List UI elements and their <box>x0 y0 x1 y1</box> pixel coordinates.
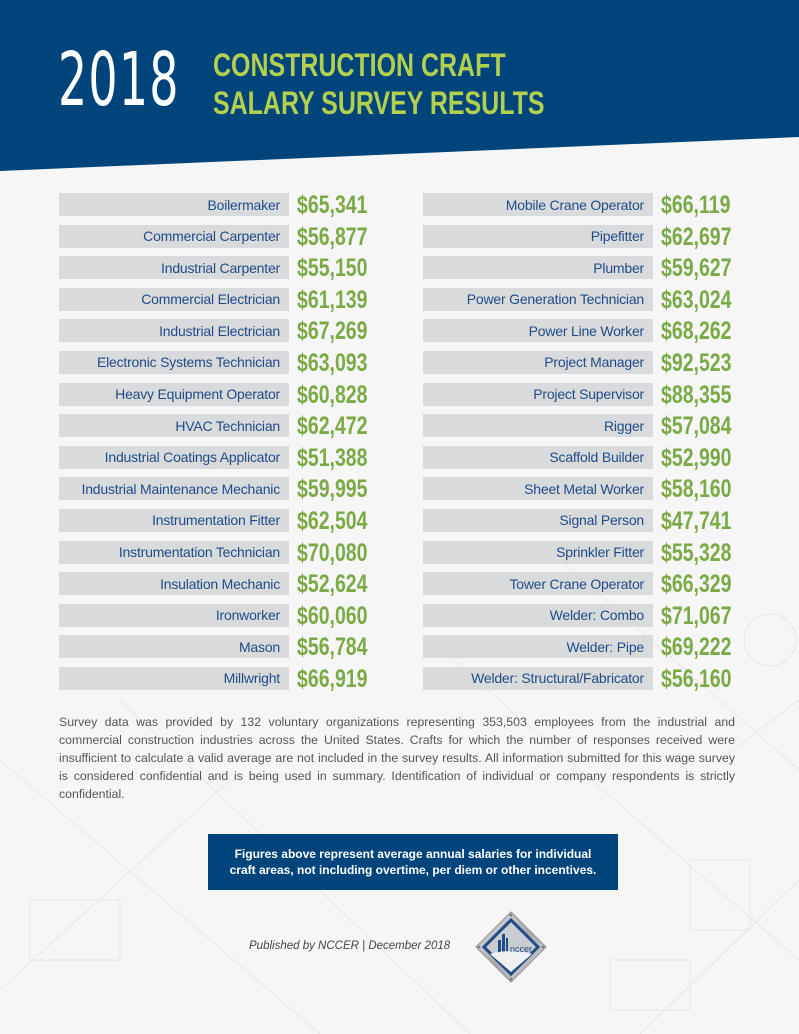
craft-name: Scaffold Builder <box>549 449 644 466</box>
salary-row <box>59 193 379 225</box>
craft-bar <box>59 351 289 374</box>
salary-row <box>423 477 743 509</box>
craft-name: Millwright <box>223 670 280 687</box>
craft-bar <box>423 351 653 374</box>
craft-bar <box>59 604 289 627</box>
salary-value: $61,139 <box>297 285 368 314</box>
salary-value: $59,627 <box>661 254 732 283</box>
craft-name: Mason <box>238 638 280 655</box>
salary-value: $66,329 <box>661 570 732 599</box>
craft-bar <box>59 509 289 532</box>
craft-name: Welder: Pipe <box>566 638 644 655</box>
craft-name: Boilermaker <box>207 196 280 213</box>
craft-bar <box>59 193 289 216</box>
salary-value: $65,341 <box>297 191 368 219</box>
craft-bar <box>423 383 653 406</box>
salary-value: $52,990 <box>661 443 732 472</box>
salary-value: $57,084 <box>661 412 732 441</box>
salary-row <box>59 414 379 446</box>
craft-name: Electronic Systems Technician <box>96 354 280 371</box>
salary-value: $66,119 <box>661 191 731 219</box>
craft-name: HVAC Technician <box>175 417 280 434</box>
salary-row <box>59 285 379 320</box>
craft-bar <box>423 288 653 311</box>
craft-bar <box>59 288 289 311</box>
salary-row <box>423 443 743 478</box>
svg-text:nccer: nccer <box>510 944 533 954</box>
craft-name: Industrial Electrician <box>159 322 280 339</box>
salary-row <box>423 538 743 573</box>
salary-row <box>423 256 743 288</box>
craft-name: Insulation Mechanic <box>160 575 280 592</box>
salary-row <box>59 506 379 541</box>
craft-bar <box>59 383 289 406</box>
salary-value: $59,995 <box>297 475 368 504</box>
banner-line-1: Figures above represent average annual salaries for individual <box>234 847 592 861</box>
salary-row <box>423 635 743 667</box>
salary-row <box>59 256 379 288</box>
craft-bar <box>423 319 653 342</box>
salary-value: $67,269 <box>297 317 368 346</box>
craft-name: Ironworker <box>215 607 280 624</box>
salary-value: $71,067 <box>661 601 732 630</box>
salary-value: $58,160 <box>661 475 732 504</box>
title-line-2: SALARY SURVEY RESULTS <box>213 85 545 121</box>
survey-methodology-note: Survey data was provided by 132 voluntary organizations representing 353,503 employees from the industrial and commercial construction industries across the United States. Crafts for which the number of responses received were insufficient to calculate a valid average are not included in the survey results. All information submitted for this wage survey is considered confidential and is being used in summary. Identification of individual or company respondents is strictly confidential. <box>59 715 735 801</box>
craft-bar <box>423 509 653 532</box>
craft-bar <box>423 477 653 500</box>
craft-name: Industrial Maintenance Mechanic <box>81 480 280 497</box>
salary-row <box>423 506 743 541</box>
salary-value: $56,877 <box>297 222 368 251</box>
salary-row <box>59 477 379 509</box>
salary-row <box>59 664 379 699</box>
salary-row <box>59 635 379 667</box>
salary-value: $60,828 <box>297 380 368 409</box>
salary-row <box>423 572 743 604</box>
craft-bar <box>423 414 653 437</box>
craft-name: Power Line Worker <box>528 322 644 339</box>
craft-bar <box>423 635 653 658</box>
salary-row <box>59 572 379 604</box>
salary-value: $70,080 <box>297 538 368 567</box>
craft-bar <box>59 319 289 342</box>
craft-name: Welder: Structural/Fabricator <box>471 670 644 687</box>
craft-name: Signal Person <box>559 512 644 529</box>
salary-row <box>423 319 743 351</box>
salary-row <box>423 285 743 320</box>
salary-row <box>423 380 743 415</box>
salary-value: $62,504 <box>297 506 368 535</box>
craft-bar <box>423 193 653 216</box>
salary-value: $55,328 <box>661 538 732 567</box>
craft-name: Project Supervisor <box>533 386 644 403</box>
banner-line-2: craft areas, not including overtime, per diem or other incentives. <box>229 863 597 877</box>
craft-bar <box>423 604 653 627</box>
craft-name: Welder: Combo <box>549 607 644 624</box>
craft-bar <box>423 541 653 564</box>
salary-value: $62,697 <box>661 222 732 251</box>
craft-name: Sheet Metal Worker <box>524 480 644 497</box>
craft-bar <box>59 256 289 279</box>
craft-name: Commercial Electrician <box>141 291 280 308</box>
craft-bar <box>423 446 653 469</box>
craft-name: Instrumentation Fitter <box>152 512 280 529</box>
craft-name: Rigger <box>603 417 644 434</box>
craft-name: Heavy Equipment Operator <box>115 386 280 403</box>
salary-row <box>59 601 379 636</box>
craft-bar <box>59 635 289 658</box>
craft-bar <box>423 225 653 248</box>
craft-name: Industrial Coatings Applicator <box>104 449 280 466</box>
salary-value: $60,060 <box>297 601 368 630</box>
salary-value: $62,472 <box>297 412 368 441</box>
salary-value: $56,784 <box>297 633 368 662</box>
salary-row <box>59 222 379 257</box>
salary-value: $63,093 <box>297 348 368 377</box>
salary-value: $55,150 <box>297 254 368 283</box>
salary-row <box>423 193 743 225</box>
disclaimer-banner <box>208 834 618 890</box>
salary-row <box>423 664 743 699</box>
published-credit: Published by NCCER | December 2018 <box>249 940 451 952</box>
salary-value: $88,355 <box>661 380 732 409</box>
craft-name: Tower Crane Operator <box>509 575 644 592</box>
title-line-1: CONSTRUCTION CRAFT <box>213 47 506 83</box>
salary-value: $51,388 <box>297 443 368 472</box>
salary-row <box>59 443 379 478</box>
header <box>0 0 799 172</box>
salary-column-left <box>59 193 379 699</box>
craft-name: Commercial Carpenter <box>143 228 280 245</box>
nccer-logo-icon <box>474 910 548 984</box>
salary-row <box>59 538 379 573</box>
salary-row <box>59 319 379 351</box>
salary-value: $52,624 <box>297 570 368 599</box>
salary-value: $56,160 <box>661 664 732 693</box>
craft-bar <box>59 414 289 437</box>
salary-column-right <box>423 193 743 699</box>
salary-value: $92,523 <box>661 348 732 377</box>
craft-name: Sprinkler Fitter <box>556 544 644 561</box>
salary-row <box>423 348 743 383</box>
craft-name: Power Generation Technician <box>466 291 644 308</box>
craft-bar <box>59 667 289 690</box>
salary-value: $63,024 <box>661 285 732 314</box>
salary-row <box>59 348 379 383</box>
craft-name: Instrumentation Technician <box>118 544 280 561</box>
craft-name: Project Manager <box>544 354 644 371</box>
salary-value: $68,262 <box>661 317 732 346</box>
salary-row <box>423 222 743 257</box>
year-label: 2018 <box>58 37 180 123</box>
craft-bar <box>423 572 653 595</box>
craft-name: Pipefitter <box>590 228 644 245</box>
salary-row <box>423 601 743 636</box>
craft-bar <box>423 256 653 279</box>
craft-name: Mobile Crane Operator <box>505 196 644 213</box>
salary-value: $69,222 <box>661 633 732 662</box>
craft-bar <box>59 446 289 469</box>
salary-row <box>59 380 379 415</box>
craft-bar <box>59 541 289 564</box>
craft-name: Industrial Carpenter <box>161 259 280 276</box>
craft-bar <box>423 667 653 690</box>
craft-name: Plumber <box>593 259 644 276</box>
craft-bar <box>59 572 289 595</box>
page-title <box>213 46 638 122</box>
salary-value: $66,919 <box>297 664 368 693</box>
salary-value: $47,741 <box>661 506 732 535</box>
craft-bar <box>59 477 289 500</box>
salary-row <box>423 414 743 446</box>
craft-bar <box>59 225 289 248</box>
